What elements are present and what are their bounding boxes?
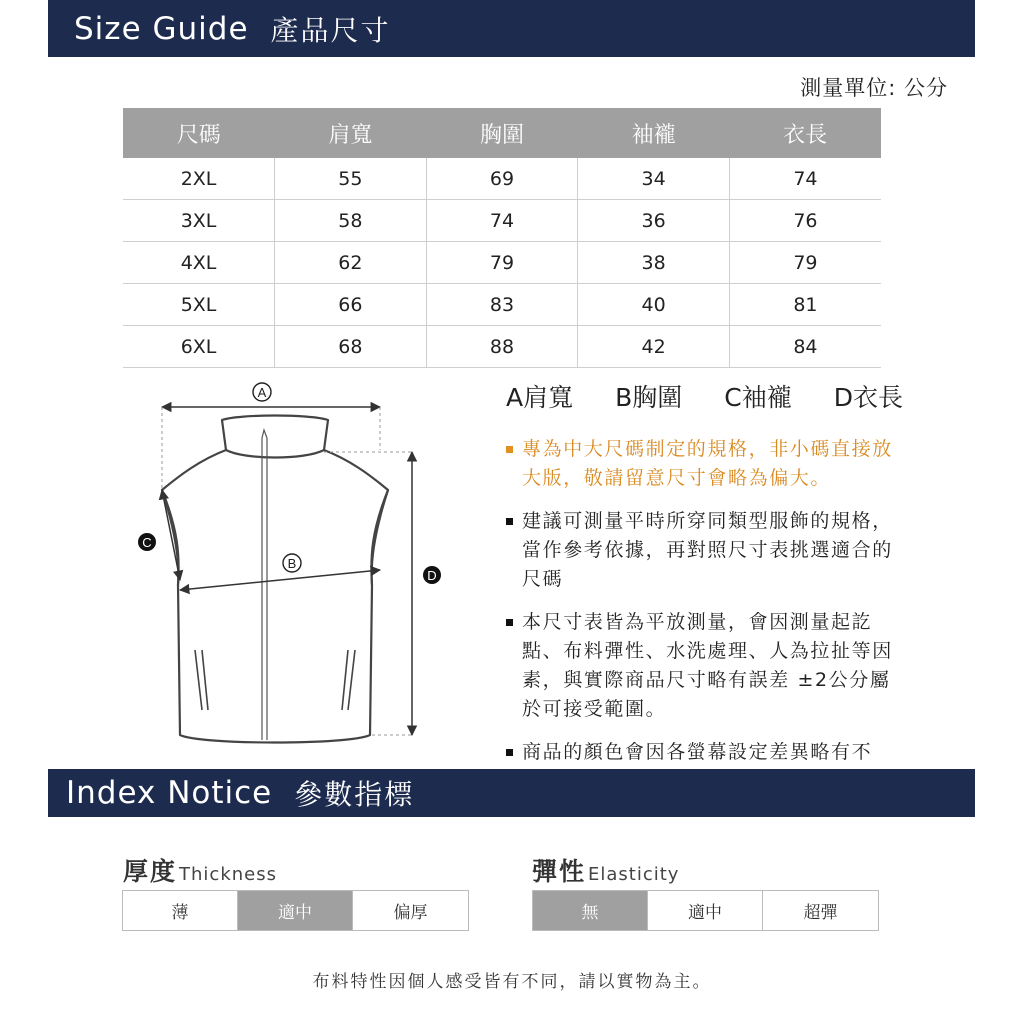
col-header-armhole: 袖襱 — [578, 108, 730, 158]
cell-chest: 79 — [426, 242, 578, 284]
bullet-icon — [506, 518, 513, 525]
note-item — [506, 507, 911, 594]
label-c: C — [142, 535, 152, 550]
cell-chest: 69 — [426, 158, 578, 200]
label-d: D — [427, 568, 437, 583]
vest-outline — [162, 416, 388, 743]
bullet-icon — [506, 619, 513, 626]
table-row — [123, 242, 881, 284]
cell-chest: 88 — [426, 326, 578, 368]
bullet-icon — [506, 446, 513, 453]
thickness-label-zh: 厚度 — [123, 857, 178, 886]
legend-b: B胸圍 — [615, 383, 683, 412]
note-item — [506, 608, 911, 724]
elasticity-option-medium: 適中 — [648, 891, 763, 930]
bullet-icon — [506, 749, 513, 756]
size-notes — [506, 435, 911, 810]
cell-chest: 74 — [426, 200, 578, 242]
thickness-label — [123, 852, 277, 888]
label-b-badge — [283, 554, 301, 572]
label-b: B — [287, 556, 297, 571]
label-d-badge — [423, 566, 441, 584]
elasticity-label — [532, 852, 679, 888]
cell-shoulder: 66 — [275, 284, 427, 326]
table-row — [123, 284, 881, 326]
measurement-legend — [506, 378, 903, 414]
elasticity-scale — [532, 890, 879, 931]
cell-length: 81 — [729, 284, 881, 326]
col-header-size: 尺碼 — [123, 108, 275, 158]
size-guide-title-en: Size Guide — [74, 10, 249, 47]
col-header-chest: 胸圍 — [426, 108, 578, 158]
cell-armhole: 36 — [578, 200, 730, 242]
cell-armhole: 34 — [578, 158, 730, 200]
cell-armhole: 42 — [578, 326, 730, 368]
size-table — [123, 108, 881, 368]
note-item — [506, 435, 911, 493]
index-notice-banner — [48, 769, 975, 817]
label-a: A — [257, 385, 267, 400]
cell-size: 6XL — [123, 326, 275, 368]
cell-armhole: 40 — [578, 284, 730, 326]
cell-armhole: 38 — [578, 242, 730, 284]
index-notice-title-en: Index Notice — [66, 775, 273, 811]
cell-shoulder: 55 — [275, 158, 427, 200]
legend-c: C袖襱 — [724, 383, 792, 412]
table-row — [123, 326, 881, 368]
thickness-label-en: Thickness — [179, 864, 277, 885]
table-row — [123, 200, 881, 242]
note-text: 本尺寸表皆為平放測量，會因測量起訖點、布料彈性、水洗處理、人為拉扯等因素，與實際商品尺寸略有誤差 ±2公分屬於可接受範圍。 — [522, 611, 893, 720]
col-header-shoulder: 肩寬 — [275, 108, 427, 158]
legend-d: D衣長 — [833, 383, 903, 412]
cell-length: 84 — [729, 326, 881, 368]
cell-size: 4XL — [123, 242, 275, 284]
legend-a: A肩寬 — [506, 383, 574, 412]
unit-note: 測量單位: 公分 — [800, 76, 948, 100]
elasticity-label-en: Elasticity — [588, 864, 680, 885]
cell-length: 74 — [729, 158, 881, 200]
cell-shoulder: 58 — [275, 200, 427, 242]
dimension-line-b — [180, 570, 380, 590]
thickness-option-thin: 薄 — [123, 891, 238, 930]
table-row — [123, 158, 881, 200]
size-guide-title-zh: 產品尺寸 — [270, 13, 391, 47]
size-guide-banner — [48, 0, 975, 57]
cell-length: 79 — [729, 242, 881, 284]
note-text: 建議可測量平時所穿同類型服飾的規格，當作參考依據，再對照尺寸表挑選適合的尺碼 — [522, 510, 893, 590]
cell-length: 76 — [729, 200, 881, 242]
dimension-line-c — [162, 490, 180, 580]
label-c-badge — [138, 533, 156, 551]
cell-size: 5XL — [123, 284, 275, 326]
cell-shoulder: 62 — [275, 242, 427, 284]
note-text: 商品的顏色會因各螢幕設定差異略有不 — [522, 741, 873, 763]
thickness-option-thick: 偏厚 — [393, 903, 428, 923]
size-table-header — [123, 108, 881, 158]
index-notice-title-zh: 參數指標 — [294, 778, 415, 811]
elasticity-option-none: 無 — [533, 891, 648, 930]
vest-diagram — [130, 380, 460, 760]
col-header-length: 衣長 — [729, 108, 881, 158]
thickness-option-medium: 適中 — [238, 891, 353, 930]
cell-size: 3XL — [123, 200, 275, 242]
elasticity-option-super: 超彈 — [803, 903, 838, 923]
footer-note: 布料特性因個人感受皆有不同，請以實物為主。 — [312, 972, 712, 992]
thickness-scale — [122, 890, 469, 931]
cell-chest: 83 — [426, 284, 578, 326]
label-a-badge — [253, 383, 271, 401]
zipper — [262, 430, 267, 740]
cell-size: 2XL — [123, 158, 275, 200]
elasticity-label-zh: 彈性 — [532, 857, 587, 886]
note-text: 專為中大尺碼制定的規格，非小碼直接放大版，敬請留意尺寸會略為偏大。 — [522, 438, 893, 489]
cell-shoulder: 68 — [275, 326, 427, 368]
